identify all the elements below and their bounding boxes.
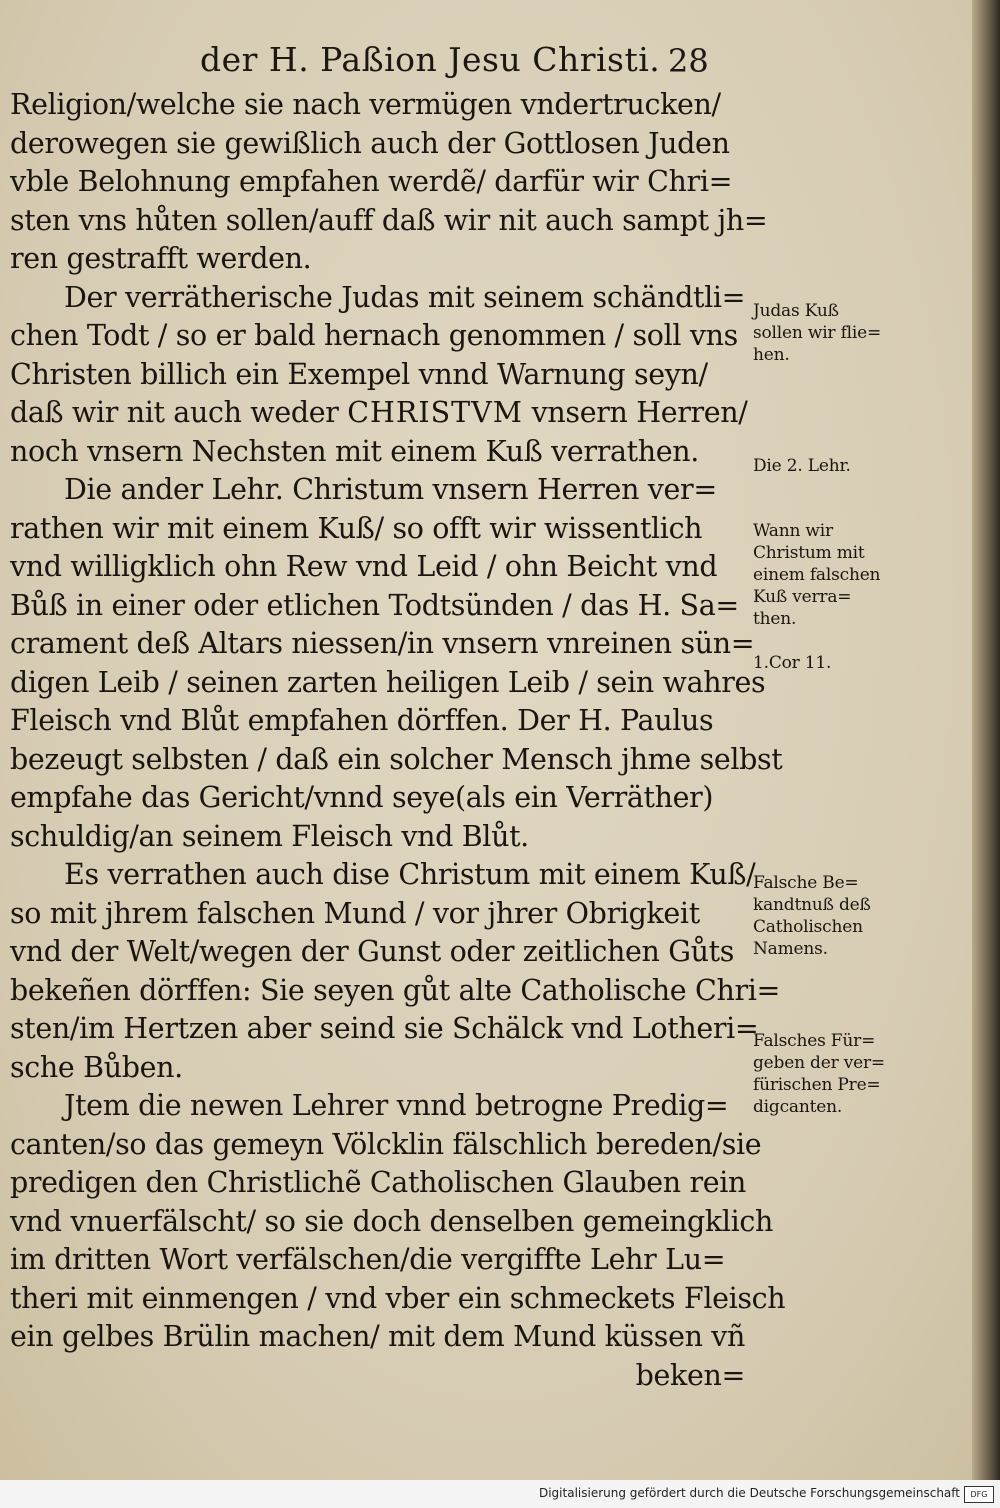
text-line: chen Todt / so er bald hernach genommen / soll vns [10,319,738,352]
text-line: vnd willigklich ohn Rew vnd Leid / ohn Beicht vnd [10,550,718,583]
text-line: ein gelbes Brülin machen/ mit dem Mund küssen vñ [10,1320,746,1353]
margin-note-line: Catholischen [753,917,863,937]
text-line: rathen wir mit einem Kuß/ so offt wir wissentlich [10,511,703,545]
page-number: 28 [668,42,709,80]
text-line: bekeñen dörffen: Sie seyen gůt alte Catholische Chri= [10,973,781,1007]
margin-note-line: fürischen Pre= [753,1075,881,1095]
margin-note-wann [753,520,893,630]
margin-note-line: Judas Kuß [753,301,839,321]
margin-note-line: 1.Cor 11. [753,653,832,673]
text-line: Der verrätherische Judas mit seinem schändtli= [64,280,746,314]
running-title: der H. Paßion Jesu Christi. [200,40,661,79]
text-line: vble Belohnung empfahen werdẽ/ darfür wir Chri= [10,165,733,198]
text-line: vnd der Welt/wegen der Gunst oder zeitlichen Gůts [10,935,735,968]
text-line: Bůß in einer oder etlichen Todtsünden / das H. Sa= [10,588,739,622]
margin-note-cor [753,652,893,674]
margin-note-line: hen. [753,345,790,365]
funding-credit: Digitalisierung gefördert durch die Deutsche Forschungsgemeinschaft [538,1486,960,1500]
text-line: so mit jhrem falschen Mund / vor jhrer Obrigkeit [10,896,700,930]
text-line: Jtem die newen Lehrer vnnd betrogne Predig= [64,1089,729,1122]
margin-note-judas [753,300,893,366]
text-line: Die ander Lehr. Christum vnsern Herren ver= [64,473,717,506]
christum-small-caps: CHRISTVM [347,396,523,429]
text-line: sten/im Hertzen aber seind sie Schälck vnd Lotheri= [10,1012,759,1045]
text-line: crament deß Altars niessen/in vnsern vnreinen sün= [10,627,755,660]
text-segment: daß wir nit auch weder [10,396,339,429]
margin-note-line: digcanten. [753,1097,843,1117]
margin-note-line: Namens. [753,939,828,959]
text-line: noch vnsern Nechsten mit einem Kuß verrathen. [10,434,699,468]
text-line: digen Leib / seinen zarten heiligen Leib / sein wahres [10,665,766,699]
page-edge-shadow [972,0,1000,1480]
text-line: sche Bůben. [10,1050,183,1084]
text-line: vnd vnuerfälscht/ so sie doch denselben gemeingklich [10,1204,773,1238]
text-line: theri mit einmengen / vnd vber ein schmeckets Fleisch [10,1281,786,1315]
text-segment: vnsern Herren/ [531,396,748,429]
text-line: derowegen sie gewißlich auch der Gottlosen Juden [10,126,730,160]
text-line: Religion/welche sie nach vermügen vndertrucken/ [10,88,721,121]
main-text-block [10,86,786,1395]
margin-note-line: Falsche Be= [753,873,859,893]
margin-note-line: Kuß verra= [753,587,852,607]
page-header [0,40,1000,90]
text-line: sten vns hůten sollen/auff daß wir nit auch sampt jh= [10,203,768,237]
margin-note-line: Wann wir [753,521,833,541]
margin-note-line: sollen wir flie= [753,323,882,343]
margin-note-line: Falsches Für= [753,1031,876,1051]
text-line: canten/so das gemeyn Völcklin fälschlich bereden/sie [10,1127,762,1161]
text-line: ren gestrafft werden. [10,242,312,275]
text-line: Christen billich ein Exempel vnnd Warnung seyn/ [10,357,708,391]
margin-note-falsches [753,1030,893,1118]
margin-note-falsche [753,872,893,960]
catchword: beken= [635,1358,745,1392]
text-line: empfahe das Gericht/vnnd seye(als ein Verräther) [10,781,714,814]
text-line: schuldig/an seinem Fleisch vnd Blůt. [10,819,529,853]
digitization-footer [0,1480,1000,1508]
text-line [10,394,748,433]
margin-note-line: then. [753,609,797,629]
margin-note-line: geben der ver= [753,1053,885,1073]
text-line: Fleisch vnd Blůt empfahen dörffen. Der H. Paulus [10,704,714,737]
dfg-logo: DFG [964,1486,994,1503]
text-line: Es verrathen auch dise Christum mit einem Kuß/ [64,858,756,891]
margin-note-line: Die 2. Lehr. [753,456,851,476]
margin-note-line: kandtnuß deß [753,895,871,915]
text-line: predigen den Christlichẽ Catholischen Glauben rein [10,1166,747,1199]
margin-note-lehr [753,455,893,477]
margin-note-line: einem falschen [753,565,881,585]
margin-note-line: Christum mit [753,543,865,563]
text-line: im dritten Wort verfälschen/die vergiffte Lehr Lu= [10,1243,726,1276]
text-line: bezeugt selbsten / daß ein solcher Mensch jhme selbst [10,742,783,776]
